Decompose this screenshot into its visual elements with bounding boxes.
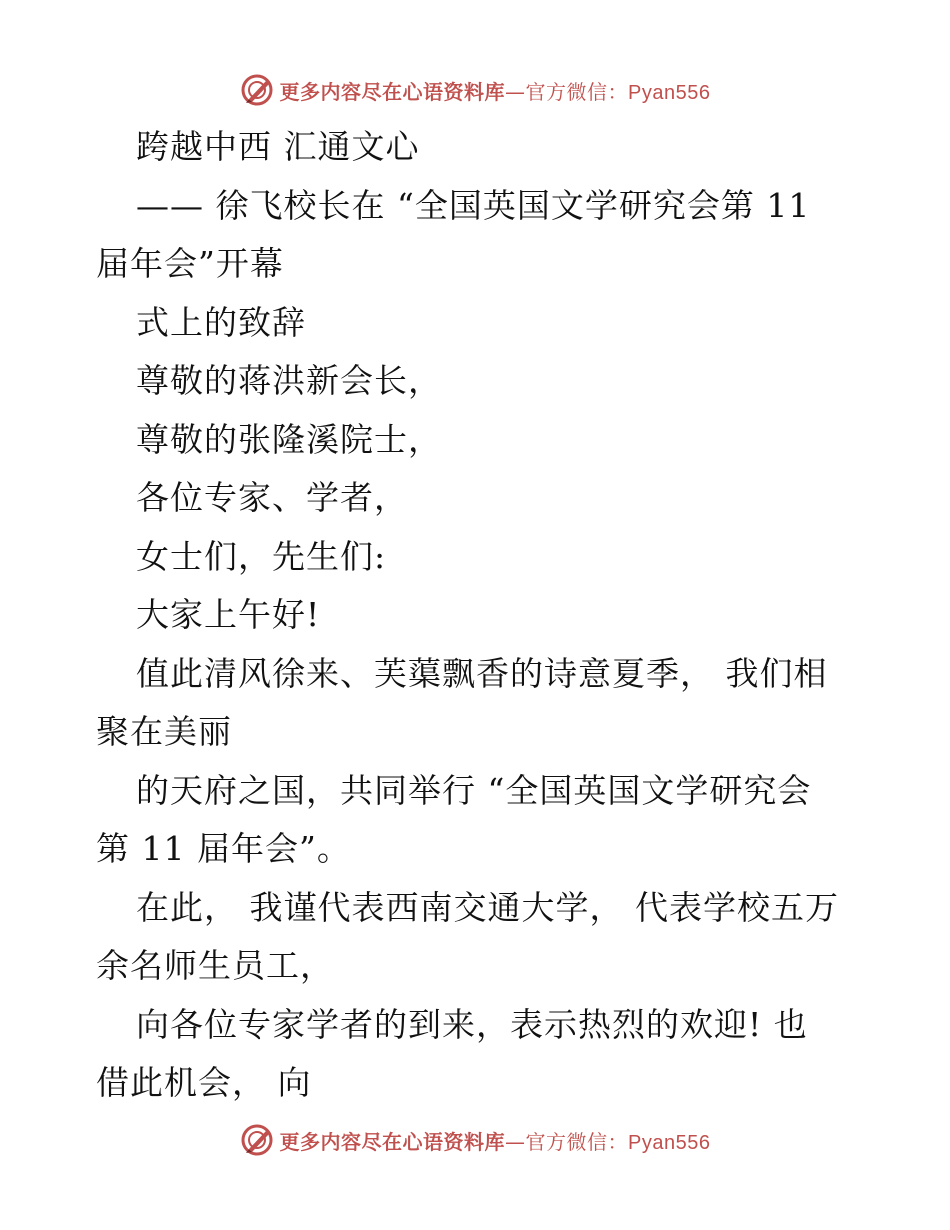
text-line: 第 11 届年会”。	[96, 829, 351, 868]
header-watermark	[0, 70, 950, 110]
watermark-main: 更多内容尽在心语资料库	[279, 79, 506, 104]
text-line: 向各位专家学者的到来，表示热烈的欢迎! 也	[136, 1004, 808, 1044]
watermark-text	[280, 76, 711, 105]
watermark-main: 更多内容尽在心语资料库	[279, 1129, 506, 1154]
text-line: 在此， 我谨代表西南交通大学， 代表学校五万	[136, 887, 839, 927]
footer-watermark	[0, 1120, 950, 1160]
watermark-id: Pyan556	[628, 1131, 711, 1154]
document-body	[96, 118, 856, 1113]
text-line: 值此清风徐来、芙蕖飘香的诗意夏季， 我们相	[136, 653, 828, 693]
text-line: 余名师生员工，	[96, 946, 334, 985]
watermark-text	[280, 1126, 711, 1155]
watermark-dash: —	[505, 1129, 526, 1154]
watermark-sub: 官方微信：	[525, 79, 629, 104]
text-line: 女士们，先生们:	[136, 536, 387, 576]
text-line: 尊敬的张隆溪院士，	[136, 419, 442, 459]
text-line: 尊敬的蒋洪新会长，	[136, 361, 442, 400]
text-line: 届年会”开幕	[96, 244, 284, 283]
watermark-dash: —	[505, 79, 526, 104]
pen-logo-icon	[240, 1123, 274, 1157]
text-line: —— 徐飞校长在 “全国英国文学研究会第 11	[136, 185, 811, 225]
text-line: 跨越中西 汇通文心	[136, 127, 420, 166]
text-line: 式上的致辞	[136, 302, 306, 342]
text-line: 聚在美丽	[96, 712, 232, 751]
pen-logo-icon	[240, 73, 274, 107]
text-line: 借此机会， 向	[96, 1063, 312, 1102]
text-line: 的天府之国，共同举行 “全国英国文学研究会	[136, 770, 812, 810]
text-line: 大家上午好!	[136, 595, 321, 634]
watermark-id: Pyan556	[628, 81, 711, 104]
watermark-sub: 官方微信：	[525, 1129, 629, 1154]
text-line: 各位专家、学者，	[136, 478, 408, 517]
